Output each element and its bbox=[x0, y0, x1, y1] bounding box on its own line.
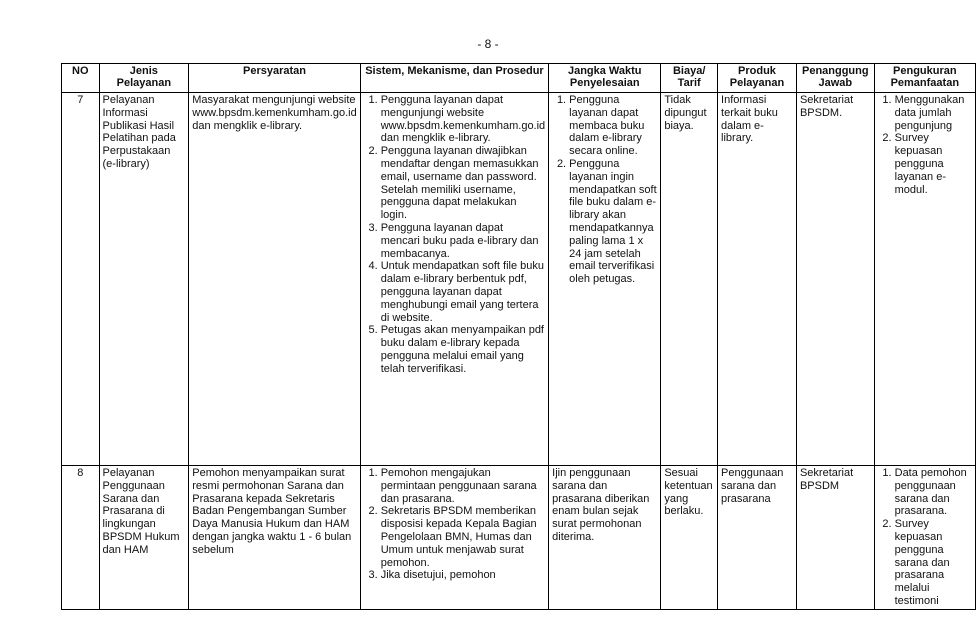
jenis-pelayanan-cell: Pelayanan Penggunaan Sarana dan Prasarana di lingkungan BPSDM Hukum dan HAM bbox=[99, 466, 189, 610]
jangka-waktu-cell bbox=[549, 93, 661, 466]
table-row bbox=[62, 466, 976, 610]
prosedur-cell bbox=[360, 93, 548, 466]
jangka-waktu-cell: Ijin penggunaan sarana dan prasarana diberikan enam bulan sejak surat permohonan diterima. bbox=[549, 466, 661, 610]
header-penanggung-jawab: Penanggung Jawab bbox=[796, 64, 874, 93]
persyaratan-cell: Masyarakat mengunjungi website www.bpsdm.kemenkumham.go.id dan mengklik e-library. bbox=[189, 93, 360, 466]
row-number: 7 bbox=[62, 93, 100, 466]
list-item: 5. Petugas akan menyampaikan pdf buku dalam e-library kepada pengguna melalui email yang telah terverifikasi. bbox=[381, 324, 545, 375]
list-item: 2. Pengguna layanan ingin mendapatkan soft file buku dalam e-library akan mendapatkannya paling lama 1 x 24 jam setelah email terverifikasi oleh petugas. bbox=[569, 158, 657, 286]
list-item: 4. Untuk mendapatkan soft file buku dalam e-library berbentuk pdf, pengguna layanan dapat menghubungi email yang tertera di website. bbox=[381, 260, 545, 324]
header-jangka-waktu: Jangka Waktu Penyelesaian bbox=[549, 64, 661, 93]
list-item: 1. Data pemohon penggunaan sarana dan prasarana. bbox=[895, 467, 972, 518]
header-prosedur: Sistem, Mekanisme, dan Prosedur bbox=[360, 64, 548, 93]
pengukuran-list bbox=[878, 467, 972, 608]
list-item: 2. Pengguna layanan diwajibkan mendaftar dengan memasukkan email, username dan password. Setelah memiliki username, pengguna dapat melakukan login. bbox=[381, 145, 545, 222]
header-no: NO bbox=[62, 64, 100, 93]
jenis-pelayanan-cell: Pelayanan Informasi Publikasi Hasil Pelatihan pada Perpustakaan (e-library) bbox=[99, 93, 189, 466]
list-item: 1. Pengguna layanan dapat mengunjungi website www.bpsdm.kemenkumham.go.id dan mengklik e-library. bbox=[381, 94, 545, 145]
pengukuran-cell bbox=[874, 93, 975, 466]
biaya-cell: Tidak dipungut biaya. bbox=[661, 93, 718, 466]
prosedur-list bbox=[364, 467, 545, 582]
header-persyaratan: Persyaratan bbox=[189, 64, 360, 93]
header-biaya: Biaya/ Tarif bbox=[661, 64, 718, 93]
list-item: 3. Pengguna layanan dapat mencari buku pada e-library dan membacanya. bbox=[381, 222, 545, 260]
produk-cell: Penggunaan sarana dan prasarana bbox=[718, 466, 797, 610]
list-item: 1. Pengguna layanan dapat membaca buku dalam e-library secara online. bbox=[569, 94, 657, 158]
produk-cell: Informasi terkait buku dalam e-library. bbox=[718, 93, 797, 466]
persyaratan-cell: Pemohon menyampaikan surat resmi permohonan Sarana dan Prasarana kepada Sekretaris Badan Pengembangan Sumber Daya Manusia Hukum dan HAM dengan jangka waktu 1 - 6 bulan sebelum bbox=[189, 466, 360, 610]
row-number: 8 bbox=[62, 466, 100, 610]
pengukuran-list bbox=[878, 94, 972, 196]
list-item: 1. Menggunakan data jumlah pengunjung bbox=[895, 94, 972, 132]
header-jenis-pelayanan: Jenis Pelayanan bbox=[99, 64, 189, 93]
jangka-waktu-list bbox=[552, 94, 657, 286]
prosedur-list bbox=[364, 94, 545, 376]
list-item: 2. Survey kepuasan pengguna sarana dan prasarana melalui testimoni bbox=[895, 518, 972, 608]
list-item: 2. Sekretaris BPSDM memberikan disposisi kepada Kepala Bagian Pengelolaan BMN, Humas dan Umum untuk menjawab surat pemohon. bbox=[381, 505, 545, 569]
penanggung-jawab-cell: Sekretariat BPSDM bbox=[796, 466, 874, 610]
header-produk: Produk Pelayanan bbox=[718, 64, 797, 93]
table-row bbox=[62, 93, 976, 466]
page-number: - 8 - bbox=[477, 37, 499, 51]
pengukuran-cell bbox=[874, 466, 975, 610]
header-pengukuran: Pengukuran Pemanfaatan bbox=[874, 64, 975, 93]
penanggung-jawab-cell: Sekretariat BPSDM. bbox=[796, 93, 874, 466]
header-row bbox=[62, 64, 976, 93]
list-item: 1. Pemohon mengajukan permintaan penggunaan sarana dan prasarana. bbox=[381, 467, 545, 505]
prosedur-cell bbox=[360, 466, 548, 610]
list-item: 3. Jika disetujui, pemohon bbox=[381, 569, 545, 582]
service-table bbox=[61, 63, 976, 610]
list-item: 2. Survey kepuasan pengguna layanan e-modul. bbox=[895, 132, 972, 196]
biaya-cell: Sesuai ketentuan yang berlaku. bbox=[661, 466, 718, 610]
